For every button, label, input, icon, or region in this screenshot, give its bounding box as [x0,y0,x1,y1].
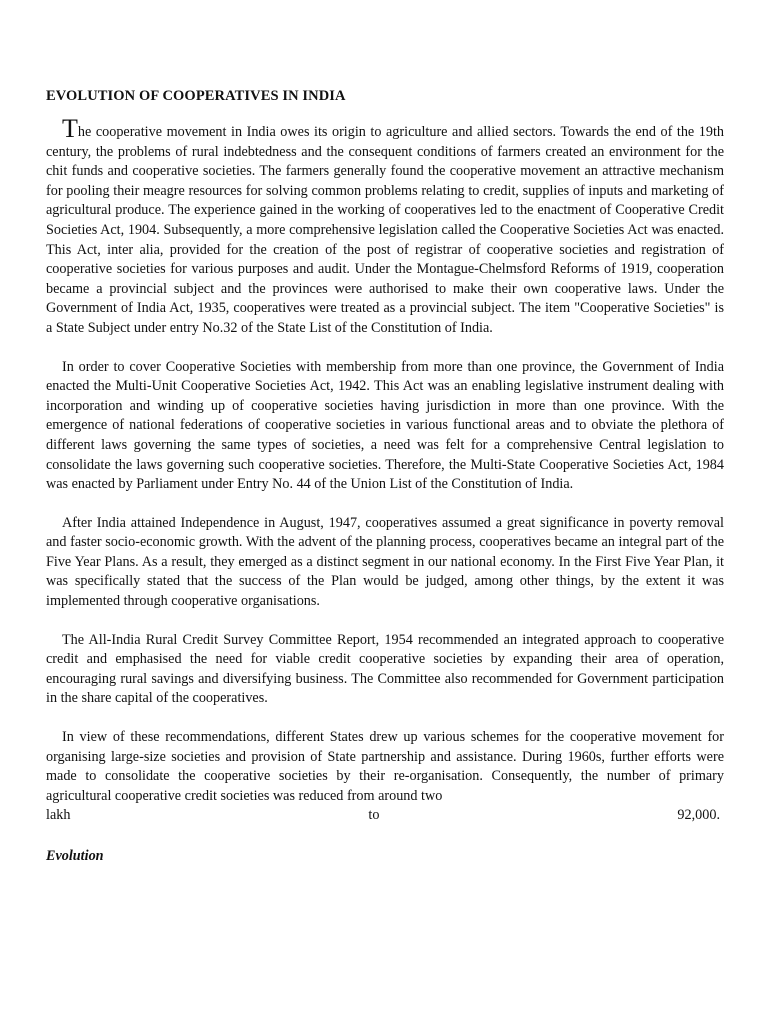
last-word-1: lakh [46,807,71,824]
document-page [46,88,724,865]
paragraph-1 [46,114,724,339]
section-subheading: Evolution [46,848,104,864]
paragraph-1-text: he cooperative movement in India owes its origin to agriculture and allied sectors. Towards the end of the 19th century, the problems of rural indebtedness and the consequent conditions of farmers created an environment for the chit funds and cooperative societies. The farmers generally found the cooperative movement an attractive mechanism for pooling their meagre resources for solving common problems relating to credit, supplies of inputs and marketing of agricultural produce. The experience gained in the working of cooperatives led to the enactment of Cooperative Credit Societies Act, 1904. Subsequently, a more comprehensive legislation called the Cooperative Societies Act was enacted. This Act, inter alia, provided for the creation of the post of registrar of cooperative societies and registration of cooperative societies for various purposes and audit. Under the Montague-Chelmsford Reforms of 1919, cooperation became a provincial subject and the provinces were authorised to make their own cooperative laws. Under the Government of India Act, 1935, cooperatives were treated as a provincial subject. The item "Cooperative Societies" is a State Subject under entry No.32 of the State List of the Constitution of India. [46,124,724,336]
last-word-2: to [368,807,380,824]
paragraph-5: In view of these recommendations, different States drew up various schemes for the cooperative movement for organising large-size societies and provision of State partnership and assistance. During 1960s, further efforts were made to consolidate the cooperative societies by their re-organisation. Consequently, the number of primary agricultural cooperative credit societies was reduced from around two [46,729,724,804]
last-word-3: 92,000. [677,807,720,824]
drop-cap: T [62,114,78,143]
page-title: EVOLUTION OF COOPERATIVES IN INDIA [46,88,346,104]
paragraph-5-last-line [46,806,720,826]
paragraph-2: In order to cover Cooperative Societies with membership from more than one province, the Government of India enacted the Multi-Unit Cooperative Societies Act, 1942. This Act was an enabling legislative instrument dealing with incorporation and winding up of cooperative societies having jurisdiction in more than one province. With the emergence of national federations of cooperative societies in various functional areas and to obviate the plethora of different laws governing the same types of societies, a need was felt for a comprehensive Central legislation to consolidate the laws governing such cooperative societies. Therefore, the Multi-State Cooperative Societies Act, 1984 was enacted by Parliament under Entry No. 44 of the Union List of the Constitution of India. [46,358,724,493]
paragraph-4: The All-India Rural Credit Survey Committee Report, 1954 recommended an integrated approach to cooperative credit and emphasised the need for viable credit cooperative societies by expanding their area of operation, encouraging rural savings and diversifying business. The Committee also recommended for Government participation in the share capital of the cooperatives. [46,631,724,707]
paragraph-3: After India attained Independence in August, 1947, cooperatives assumed a great significance in poverty removal and faster socio-economic growth. With the advent of the planning process, cooperatives became an integral part of the Five Year Plans. As a result, they emerged as a distinct segment in our national economy. In the First Five Year Plan, it was specifically stated that the success of the Plan would be judged, among other things, by the extent it was implemented through cooperative organisations. [46,514,724,610]
